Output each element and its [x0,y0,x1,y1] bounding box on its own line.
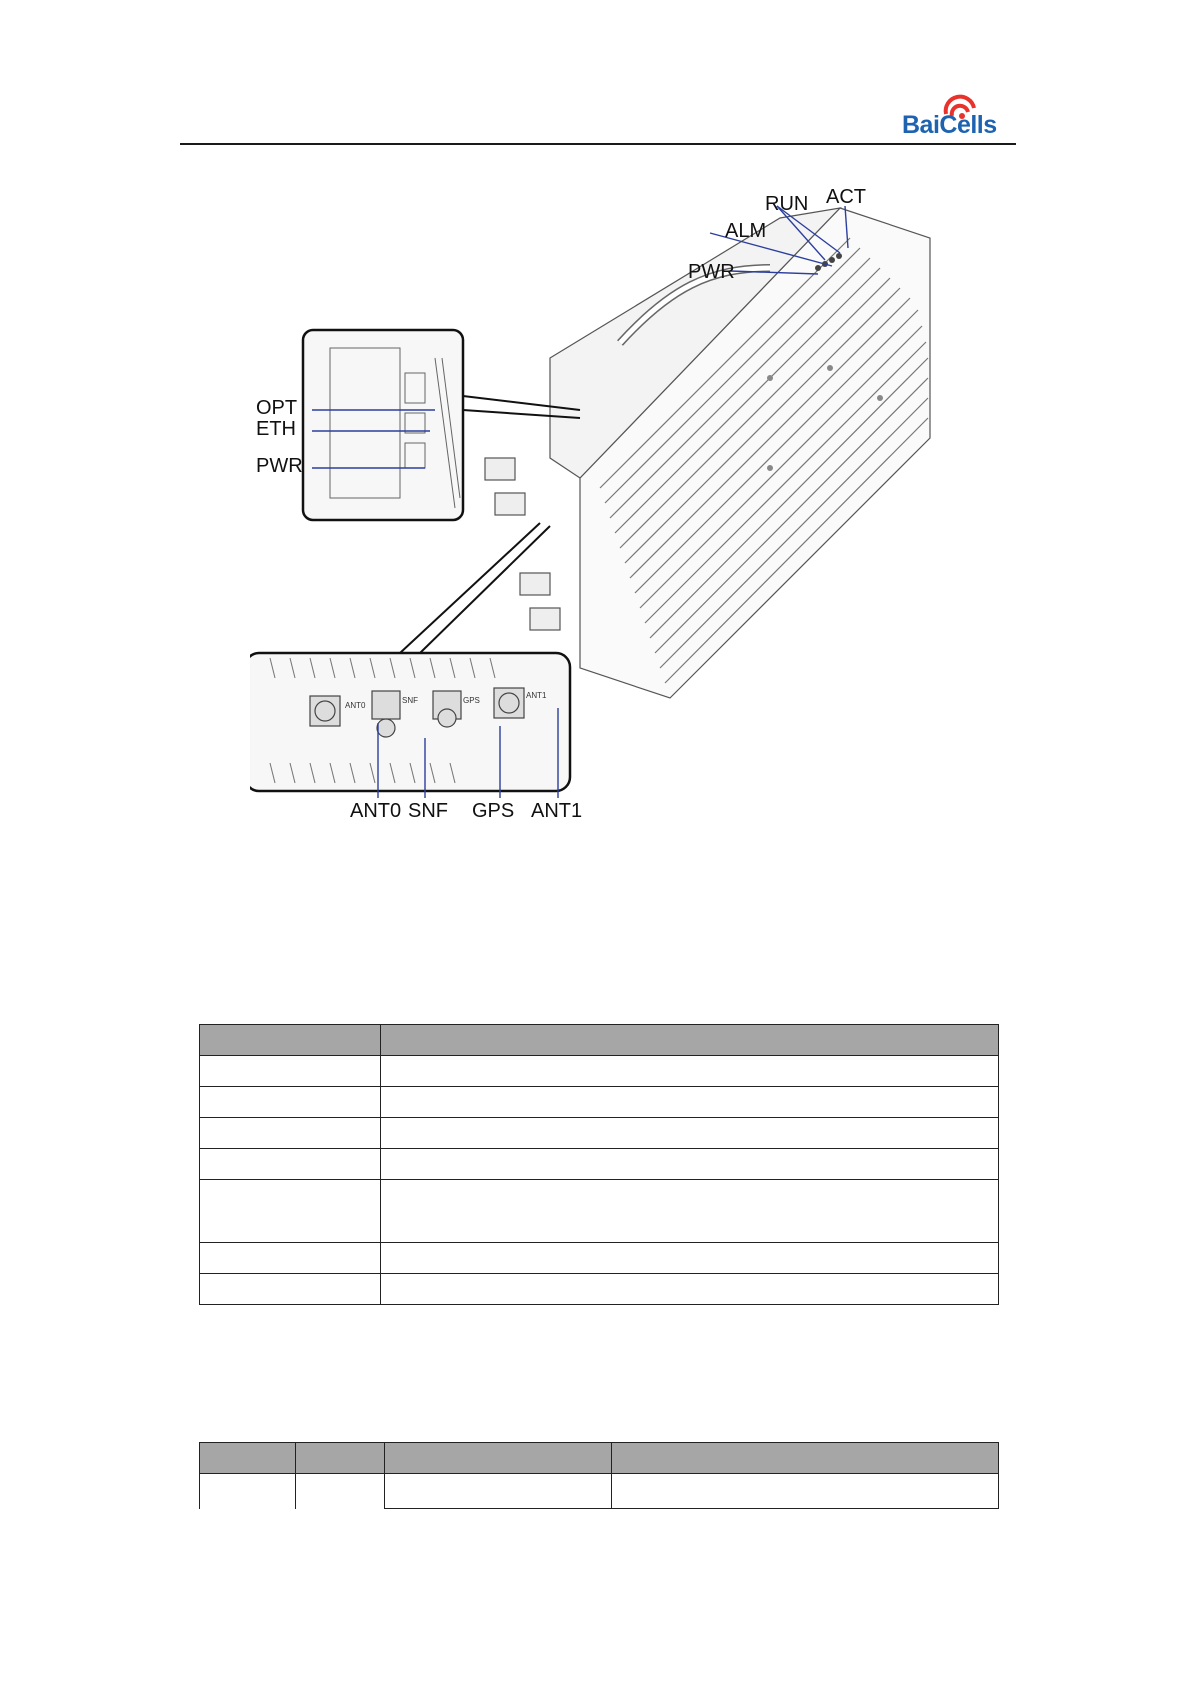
table-header-row [200,1025,999,1056]
table-row [200,1180,999,1243]
label-run: RUN [765,193,809,215]
label-ant0: ANT0 [350,800,402,822]
table-header-row [200,1443,999,1474]
table-header-cell [612,1443,999,1474]
table-cell [200,1149,381,1180]
label-opt: OPT [256,397,298,419]
device-illustration [250,178,950,898]
table-cell [200,1243,381,1274]
table-cell [295,1474,384,1509]
label-alm: ALM [725,220,767,242]
table-row [200,1243,999,1274]
label-snf: SNF [408,800,448,822]
table-cell [200,1118,381,1149]
port-marking-snf: SNF [402,696,418,705]
table-row [200,1118,999,1149]
table-cell [200,1274,381,1305]
table-row [200,1149,999,1180]
table-cell [612,1474,999,1509]
header-rule [180,143,1016,145]
interface-table [199,1024,999,1305]
table-header-cell [380,1025,998,1056]
table-row [200,1474,999,1509]
port-marking-ant0: ANT0 [345,701,366,710]
table-cell [200,1087,381,1118]
table-cell [380,1056,998,1087]
table-cell [380,1087,998,1118]
table-cell [384,1474,612,1509]
label-eth: ETH [256,418,296,440]
port-marking-ant1: ANT1 [526,691,547,700]
table-cell [200,1474,296,1509]
table-header-cell [200,1443,296,1474]
table-cell [380,1180,998,1243]
label-pwr-port: PWR [256,455,303,477]
device-figure [250,178,950,898]
table-cell [200,1180,381,1243]
label-ant1: ANT1 [531,800,583,822]
logo-text: BaiCells [902,111,997,139]
label-gps: GPS [472,800,515,822]
table-header-cell [384,1443,612,1474]
table-header-cell [200,1025,381,1056]
table-header-cell [295,1443,384,1474]
table-cell [380,1243,998,1274]
table-row [200,1087,999,1118]
company-logo [902,92,1022,144]
indicator-table [199,1442,999,1509]
table-cell [380,1118,998,1149]
table-cell [380,1274,998,1305]
table-cell [380,1149,998,1180]
table-row [200,1274,999,1305]
label-act: ACT [826,186,866,208]
table-cell [200,1056,381,1087]
table-row [200,1056,999,1087]
port-marking-gps: GPS [463,696,480,705]
label-pwr-led: PWR [688,261,735,283]
